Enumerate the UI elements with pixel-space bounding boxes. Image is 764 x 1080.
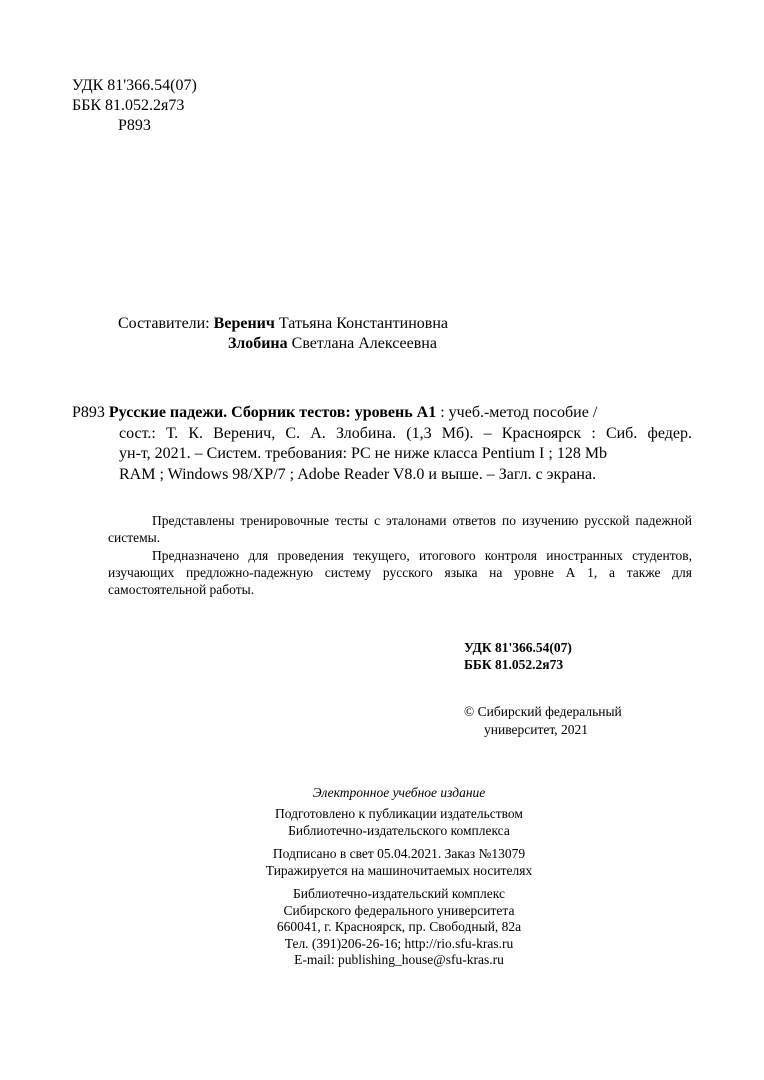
publisher-line-2: Сибирского федерального университета	[283, 902, 515, 918]
compiler-2-surname: Злобина	[228, 335, 288, 352]
biblio-title: Русские падежи. Сборник тестов: уровень А1	[108, 404, 437, 421]
header-code: Р893	[118, 117, 151, 134]
copyright-line-1: © Сибирский федеральный	[464, 704, 622, 719]
compilers-line-2	[228, 334, 437, 354]
annotation-paragraph-2: Предназначено для проведения текущего, итогового контроля иностранных студентов, изучающих предложно-падежную систему русского языка на уровне А 1, а также для самостоятельной работы.	[108, 548, 692, 597]
imprint-edition-type	[224, 785, 574, 802]
compilers-line-1	[118, 314, 448, 334]
header-bbk: ББК 81.052.2я73	[72, 97, 185, 114]
bibliographic-description	[72, 403, 692, 485]
compiler-1-name: Татьяна Константиновна	[278, 315, 449, 332]
publisher-address: 660041, г. Красноярск, пр. Свободный, 82а	[276, 919, 522, 934]
copyright-line-2: университет, 2021	[484, 722, 588, 737]
biblio-line-4: RAM ; Windows 98/XP/7 ; Adobe Reader V8.0 и выше. – Загл. с экрана.	[119, 465, 597, 483]
biblio-line1-rest: : учеб.-метод пособие /	[436, 404, 598, 421]
header-udk: УДК 81'366.54(07)	[72, 77, 197, 94]
compiler-1-surname: Веренич	[213, 315, 275, 332]
replicated-line: Тиражируется на машиночитаемых носителях	[265, 862, 533, 878]
imprint-signed	[224, 846, 574, 879]
biblio-code: Р893	[72, 404, 105, 421]
publisher-email: E-mail: publishing_house@sfu-kras.ru	[294, 952, 504, 967]
prepared-line-2: Библиотечно-издательского комплекса	[288, 822, 510, 838]
classification-bbk: ББК 81.052.2я73	[464, 657, 564, 672]
classification-udk: УДК 81'366.54(07)	[464, 640, 572, 655]
publisher-phone: Тел. (391)206-26-16; http://rio.sfu-kras.ru	[284, 935, 514, 951]
edition-type: Электронное учебное издание	[312, 785, 486, 800]
compiler-2-name: Светлана Алексеевна	[291, 335, 437, 352]
compilers-label: Составители:	[118, 315, 210, 332]
prepared-line-1: Подготовлено к публикации издательством	[275, 806, 523, 821]
signed-line: Подписано в свет 05.04.2021. Заказ №13079	[272, 846, 526, 861]
biblio-line-1	[72, 403, 692, 424]
annotation-paragraph-1: Представлены тренировочные тесты с эталонами ответов по изучению русской падежной системы.	[108, 513, 692, 545]
imprint-publisher	[224, 886, 574, 969]
publisher-line-1: Библиотечно-издательский комплекс	[293, 886, 505, 901]
imprint-prepared	[224, 806, 574, 839]
biblio-line-3: ун-т, 2021. – Систем. требования: PC не ниже класса Pentium I ; 128 Mb	[119, 445, 608, 462]
biblio-line-2: сост.: Т. К. Веренич, С. А. Злобина. (1,3 Мб). – Красноярск : Сиб. федер.	[119, 424, 692, 442]
